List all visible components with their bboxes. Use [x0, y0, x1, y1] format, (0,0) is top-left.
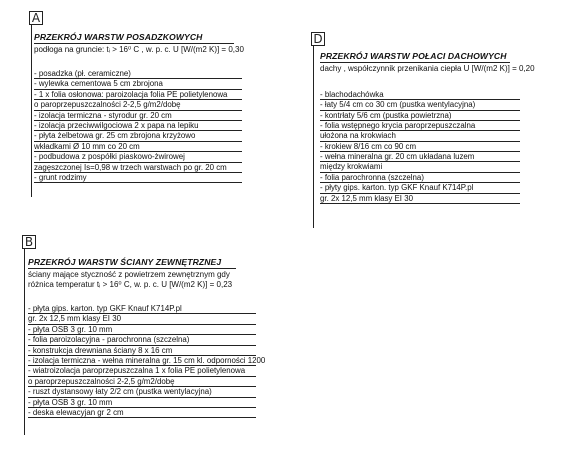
layer-row: - krokiew 8/16 cm co 90 cm: [320, 142, 520, 152]
section-a-intro: podłoga na gruncie: tᵢ > 16⁰ C , w. p. c. U [W/(m2 K)] = 0,30: [34, 45, 244, 54]
layer-row: - grunt rodzimy: [34, 173, 242, 183]
section-a-letter: A: [29, 11, 43, 25]
layer-row: między krokwiami: [320, 162, 520, 172]
layer-row: gr. 2x 12,5 mm klasy EI 30: [28, 314, 256, 324]
layer-row: o paroprzepuszczalności 2-2,5 g/m2/dobę: [34, 100, 242, 110]
layer-row: wkładkami Ø 10 mm co 20 cm: [34, 142, 242, 152]
layer-row: - podbudowa z pospółki piaskowo-żwirowej: [34, 152, 242, 162]
layer-row: - izolacja przeciwwilgociowa 2 x papa na lepiku: [34, 121, 242, 131]
section-a-title: PRZEKRÓJ WARSTW POSADZKOWYCH: [34, 32, 203, 42]
layer-row: - ruszt dystansowy łaty 2/2 cm (pustka wentylacyjna): [28, 387, 256, 397]
layer-row: - płyta żelbetowa gr. 25 cm zbrojona krzyżowo: [34, 131, 242, 141]
section-b-intro-line-1: ściany mające styczność z powietrzem zewnętrznym gdy: [28, 270, 230, 279]
layer-row: - posadzka (pł. ceramiczne): [34, 69, 242, 79]
layer-row: - folia parochronna (szczelna): [320, 173, 520, 183]
section-b-left-rule: [24, 249, 25, 435]
layer-row: - kontrłaty 5/6 cm (pustka powietrzna): [320, 111, 520, 121]
layer-row: - blachodachówka: [320, 90, 520, 100]
section-b-title: PRZEKRÓJ WARSTW ŚCIANY ZEWNĘTRZNEJ: [28, 257, 222, 267]
section-d-title: PRZEKRÓJ WARSTW POŁACI DACHOWYCH: [320, 51, 507, 61]
layer-row: ułożona na krokwiach: [320, 131, 520, 141]
layer-row: - deska elewacyjan gr 2 cm: [28, 408, 256, 418]
section-b-title-rule: [28, 268, 236, 269]
layer-row: - wełna mineralna gr. 20 cm układana luzem: [320, 152, 520, 162]
layer-row: o paroprzepuszczalności 2-2,5 g/m2/dobę: [28, 377, 256, 387]
layer-row: - 1 x folia osłonowa: paroizolacja folia PE polietylenowa: [34, 90, 242, 100]
section-d-letter: D: [311, 32, 325, 46]
layer-row: - folia paroizolacyjna - parochronna (szczelna): [28, 335, 256, 345]
layer-row: zagęszczonej Is=0,98 w trzech warstwach po gr. 20 cm: [34, 163, 242, 173]
layer-row: - płyty gips. karton. typ GKF Knauf K714P.pl: [320, 183, 520, 193]
layer-row: - wylewka cementowa 5 cm zbrojona: [34, 79, 242, 89]
layer-row: - płyta gips. karton. typ GKF Knauf K714P.pl: [28, 304, 256, 314]
section-b-intro-line-2: różnica temperatur tᵢ > 16⁰ C, w. p. c. U [W/(m2 K)] = 0,23: [28, 280, 233, 289]
layer-row: - płyta OSB 3 gr. 10 mm: [28, 398, 256, 408]
layer-row: - folia wstępnego krycia paroprzepuszczalna: [320, 121, 520, 131]
section-d-intro: dachy , współczynnik przenikania ciepła U [W/(m2 K)] = 0,20: [320, 64, 535, 73]
layer-row: - płyta OSB 3 gr. 10 mm: [28, 325, 256, 335]
layer-row: - łaty 5/4 cm co 30 cm (pustka wentylacyjna): [320, 100, 520, 110]
layer-row: - wiatroizolacja paroprzepuszczalna 1 x folia PE polietylenowa: [28, 366, 256, 376]
section-b-letter: B: [22, 235, 36, 249]
layer-row: - konstrukcja drewniana ściany 8 x 16 cm: [28, 346, 256, 356]
layer-row: - izolacja termiczna - styrodur gr. 20 cm: [34, 111, 242, 121]
layer-row: gr. 2x 12,5 mm klasy EI 30: [320, 194, 520, 204]
layer-row: - izolacja termiczna - wełna mineralna gr. 15 cm kl. odporności 1200: [28, 356, 266, 365]
